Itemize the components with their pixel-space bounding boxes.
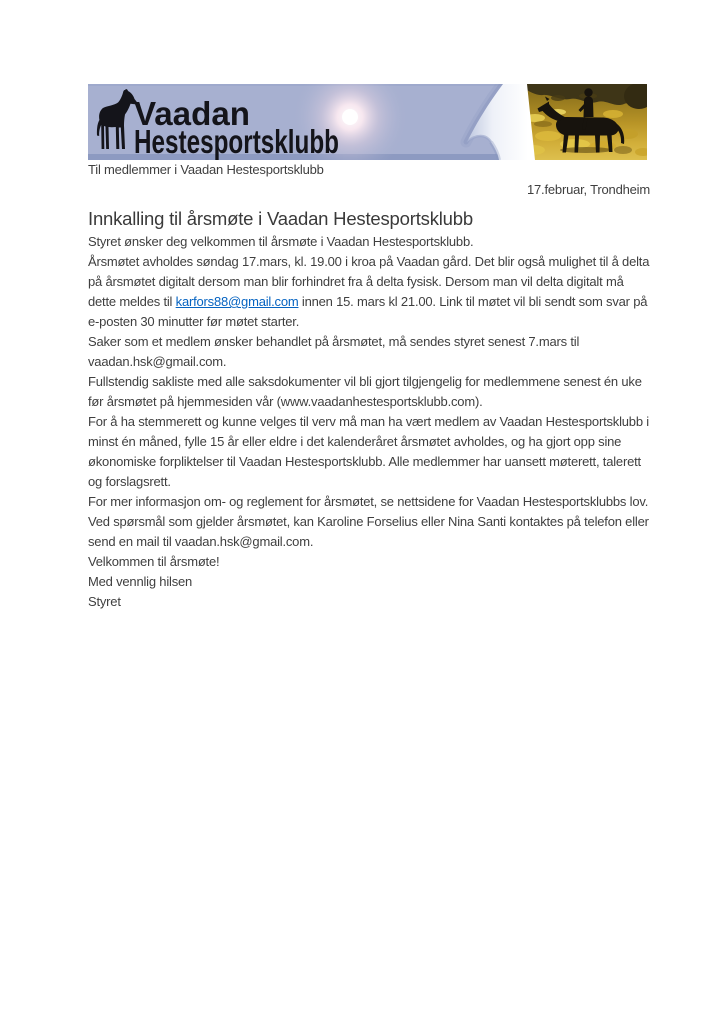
meeting-text-before-link: Årsmøtet avholdes søndag 17.mars, kl. 19.00 i kroa på Vaadan gård. Det blir også mulighet til å delta på årsmøtet digitalt dersom man blir forhindret fra å delta fysisk. Dersom man vil delta digitalt må dette meldes til bbox=[88, 254, 650, 309]
recipient-line: Til medlemmer i Vaadan Hestesportsklubb bbox=[88, 162, 324, 177]
paragraph-member-cases: Saker som et medlem ønsker behandlet på årsmøtet, må sendes styret senest 7.mars til vaadan.hsk@gmail.com. bbox=[88, 334, 580, 369]
paragraph-welcome: Styret ønsker deg velkommen til årsmøte i Vaadan Hestesportsklubb. bbox=[88, 234, 474, 249]
club-logo-line1: Vaadan bbox=[134, 95, 250, 132]
paragraph-agenda: Fullstendig sakliste med alle saksdokumenter vil bli gjort tilgjengelig for medlemmene senest én uke før årsmøtet på hjemmesiden vår (www.vaadanhestesportsklubb.com). bbox=[88, 374, 642, 409]
email-link[interactable]: karfors88@gmail.com bbox=[175, 294, 299, 309]
paragraph-more-info: For mer informasjon om- og reglement for årsmøtet, se nettsidene for Vaadan Hestesportsklubbs lov. Ved spørsmål som gjelder årsmøtet, kan Karoline Forselius eller Nina Santi kontaktes på telefon eller send en mail til vaadan.hsk@gmail.com. bbox=[88, 494, 649, 549]
club-banner bbox=[88, 84, 647, 160]
letter-heading: Innkalling til årsmøte i Vaadan Hestesportsklubb bbox=[88, 208, 473, 229]
closing-regards-line: Med vennlig hilsen bbox=[88, 574, 193, 589]
paragraph-voting-rights: For å ha stemmerett og kunne velges til verv må man ha vært medlem av Vaadan Hestesportsklubb i minst én måned, fylle 15 år eller eldre i det kalenderåret årsmøtet avholdes, og ha gjort opp sine økonomiske forpliktelser til Vaadan Hestesportsklubb. Alle medlemmer har uansett møterett, talerett og forslagsrett. bbox=[88, 414, 649, 489]
paragraph-meeting-details bbox=[88, 252, 650, 332]
closing-welcome-line: Velkommen til årsmøte! bbox=[88, 554, 220, 569]
dateline: 17.februar, Trondheim bbox=[527, 182, 650, 197]
club-banner-image bbox=[88, 84, 647, 160]
banner-photo bbox=[518, 84, 647, 160]
signature-line: Styret bbox=[88, 594, 121, 609]
club-logo-line2: Hestesportsklubb bbox=[134, 123, 339, 160]
letter-body bbox=[88, 160, 650, 612]
meeting-text-after-link: innen 15. mars kl 21.00. Link til møtet vil bli sendt som svar på e-posten 30 minutter før møtet starter. bbox=[88, 294, 648, 329]
